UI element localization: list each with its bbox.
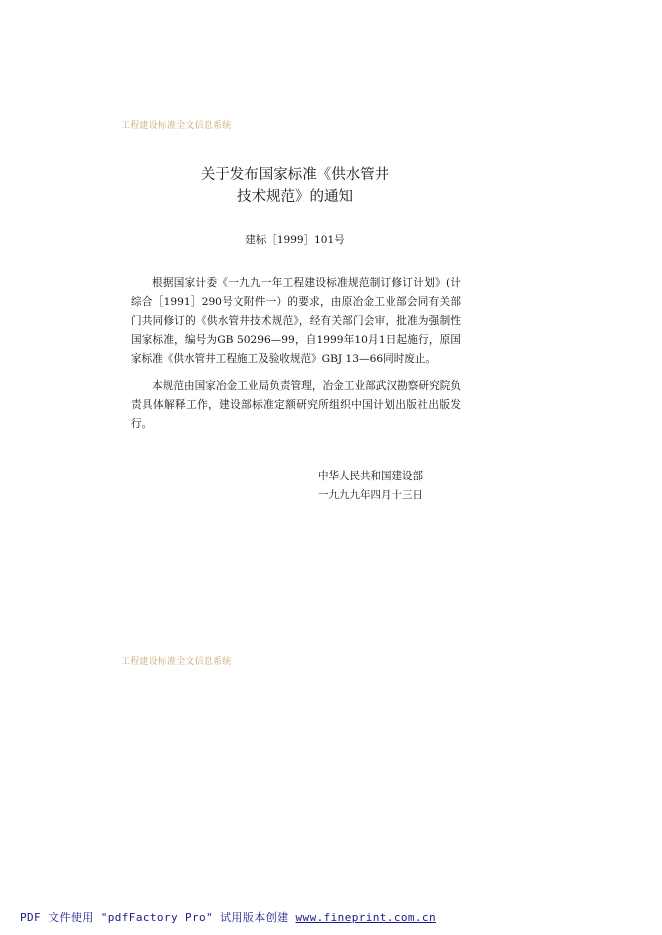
pdf-footer	[20, 909, 436, 925]
watermark-bottom: 工程建设标准全文信息系统	[121, 657, 232, 667]
body-paragraph-1: 根据国家计委《一九九一年工程建设标准规范制订修订计划》(计综合［1991］290号文附件一）的要求，由原冶金工业部会同有关部门共同修订的《供水管井技术规范》，经有关部门会审，批准为强制性国家标准，编号为GB 50296—99，自1999年10月1日起施行，原国家标准《供水管井工程施工及验收规范》GBJ 13—66同时废止。	[131, 277, 461, 365]
body-paragraph-2: 本规范由国家冶金工业局负责管理，冶金工业部武汉勘察研究院负责具体解释工作，建设部标准定额研究所组织中国计划出版社出版发行。	[131, 380, 461, 430]
notice-title-line-2: 技术规范》的通知	[237, 189, 353, 205]
watermark-top: 工程建设标准全文信息系统	[121, 121, 232, 131]
document-number: 建标［1999］101号	[245, 234, 345, 246]
notice-title-line-1: 关于发布国家标准《供水管井	[200, 167, 390, 183]
issuer-signature: 中华人民共和国建设部	[318, 470, 423, 482]
fineprint-link[interactable]: www.fineprint.com.cn	[295, 911, 436, 924]
footer-prefix-text: PDF 文件使用 "pdfFactory Pro" 试用版本创建	[20, 911, 296, 924]
issue-date: 一九九九年四月十三日	[318, 489, 423, 501]
